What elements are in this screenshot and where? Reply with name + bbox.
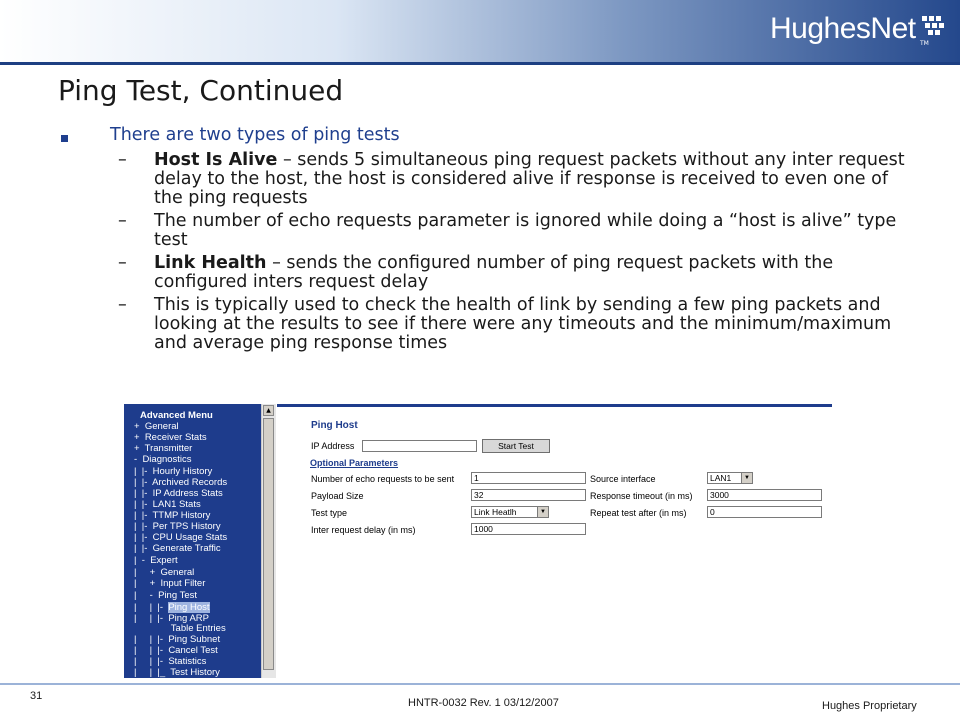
source-interface-select[interactable] (707, 472, 753, 484)
logo-grid-icon (922, 16, 944, 38)
menu-item-cpu-usage-stats[interactable]: | |- CPU Usage Stats (134, 532, 228, 543)
menu-item-archived-records[interactable]: | |- Archived Records (134, 477, 228, 488)
echo-requests-label: Number of echo requests to be sent (311, 474, 455, 484)
menu-item-cancel-test[interactable]: | | |- Cancel Test (134, 645, 218, 656)
logo-text: HughesNet (770, 12, 916, 45)
response-timeout-label: Response timeout (in ms) (590, 491, 693, 501)
menu-item-lan1-stats[interactable]: | |- LAN1 Stats (134, 499, 201, 510)
square-bullet-icon (61, 135, 68, 142)
ip-address-label: IP Address (311, 441, 355, 451)
menu-item-generate-traffic[interactable]: | |- Generate Traffic (134, 543, 221, 554)
header-divider (0, 62, 960, 65)
source-interface-label: Source interface (590, 474, 656, 484)
menu-item-ip-address-stats[interactable]: | |- IP Address Stats (134, 488, 223, 499)
menu-item-ping-host[interactable] (134, 602, 210, 613)
sub-bullet-text: The number of echo requests parameter is ignored while doing a “host is alive” type test (154, 211, 897, 250)
dash-marker: – (118, 211, 127, 231)
ping-host-panel (277, 404, 832, 678)
menu-item-expert-general[interactable]: | + General (134, 567, 195, 578)
menu-item-transmitter[interactable]: + Transmitter (134, 443, 193, 454)
tree-prefix: | | |- (134, 602, 169, 613)
menu-item-ping-subnet[interactable]: | | |- Ping Subnet (134, 634, 221, 645)
dash-marker: – (118, 295, 127, 315)
test-type-value: Link Heatlh (474, 507, 517, 517)
dropdown-arrow-icon[interactable]: ▼ (741, 473, 752, 483)
panel-top-border (277, 404, 832, 407)
repeat-test-input[interactable]: 0 (707, 506, 822, 518)
header-band (0, 0, 960, 62)
sub-bullet (56, 296, 916, 353)
menu-item-expert[interactable]: | - Expert (134, 555, 178, 566)
logo-trademark: TM (920, 40, 929, 47)
menu-item-ping-test[interactable]: | - Ping Test (134, 590, 198, 601)
panel-title: Ping Host (311, 420, 358, 431)
response-timeout-input[interactable]: 3000 (707, 489, 822, 501)
menu-item-diagnostics[interactable]: - Diagnostics (134, 454, 192, 465)
payload-size-label: Payload Size (311, 491, 364, 501)
menu-item-input-filter[interactable]: | + Input Filter (134, 578, 206, 589)
menu-item-receiver-stats[interactable]: + Receiver Stats (134, 432, 207, 443)
dash-marker: – (118, 253, 127, 273)
document-id: HNTR-0032 Rev. 1 03/12/2007 (408, 697, 559, 709)
scroll-thumb[interactable] (263, 418, 274, 670)
ip-address-input[interactable] (362, 440, 477, 452)
selected-menu-label[interactable]: Ping Host (168, 602, 210, 613)
menu-item-hourly-history[interactable]: | |- Hourly History (134, 466, 213, 477)
optional-parameters-link[interactable]: Optional Parameters (310, 458, 399, 468)
sub-bullet-bold: Link Health (154, 253, 267, 273)
footer-divider (0, 683, 960, 685)
sub-bullet-text: – sends 5 simultaneous ping request packets without any inter request delay to the host, the host is considered alive if response is received to even one of the ping requests (154, 150, 905, 208)
embedded-ui-screenshot (124, 404, 832, 678)
sub-bullet-bold: Host Is Alive (154, 150, 278, 170)
advanced-menu (124, 404, 261, 678)
slide-title: Ping Test, Continued (58, 74, 344, 107)
sub-bullet (56, 254, 916, 292)
payload-size-input[interactable]: 32 (471, 489, 586, 501)
sub-bullet-text: This is typically used to check the health of link by sending a few ping packets and looking at the results to see if there were any timeouts and the minimum/maximum and average ping response times (154, 295, 892, 353)
dropdown-arrow-icon[interactable]: ▼ (537, 507, 548, 517)
sub-bullet-text: – sends the configured number of ping request packets with the configured inters request delay (154, 253, 834, 292)
page-number: 31 (30, 690, 43, 702)
menu-item-general[interactable]: + General (134, 421, 179, 432)
menu-title: Advanced Menu (140, 410, 213, 421)
sub-bullet (56, 212, 916, 250)
echo-requests-input[interactable]: 1 (471, 472, 586, 484)
main-bullet (56, 126, 916, 145)
source-interface-value: LAN1 (710, 473, 732, 483)
sub-bullet (56, 151, 916, 208)
menu-item-ttmp-history[interactable]: | |- TTMP History (134, 510, 211, 521)
repeat-test-label: Repeat test after (in ms) (590, 508, 687, 518)
menu-item-per-tps-history[interactable]: | |- Per TPS History (134, 521, 221, 532)
menu-item-ping-arp[interactable]: | | |- Ping ARP (134, 613, 209, 624)
scroll-up-arrow-icon[interactable]: ▲ (263, 405, 274, 416)
test-type-label: Test type (311, 508, 348, 518)
bullet-list (56, 126, 916, 357)
start-test-button[interactable]: Start Test (482, 439, 550, 453)
menu-scrollbar[interactable] (261, 404, 276, 678)
inter-request-delay-label: Inter request delay (in ms) (311, 525, 416, 535)
inter-request-delay-input[interactable]: 1000 (471, 523, 586, 535)
menu-item-test-history[interactable]: | | |_ Test History (134, 667, 220, 678)
test-type-select[interactable] (471, 506, 549, 518)
menu-item-ping-arp-cont[interactable]: Table Entries (134, 623, 226, 634)
menu-item-statistics[interactable]: | | |- Statistics (134, 656, 207, 667)
proprietary-notice: Hughes Proprietary (822, 700, 917, 712)
dash-marker: – (118, 150, 127, 170)
hughesnet-logo (770, 10, 950, 50)
main-bullet-text: There are two types of ping tests (110, 125, 400, 145)
